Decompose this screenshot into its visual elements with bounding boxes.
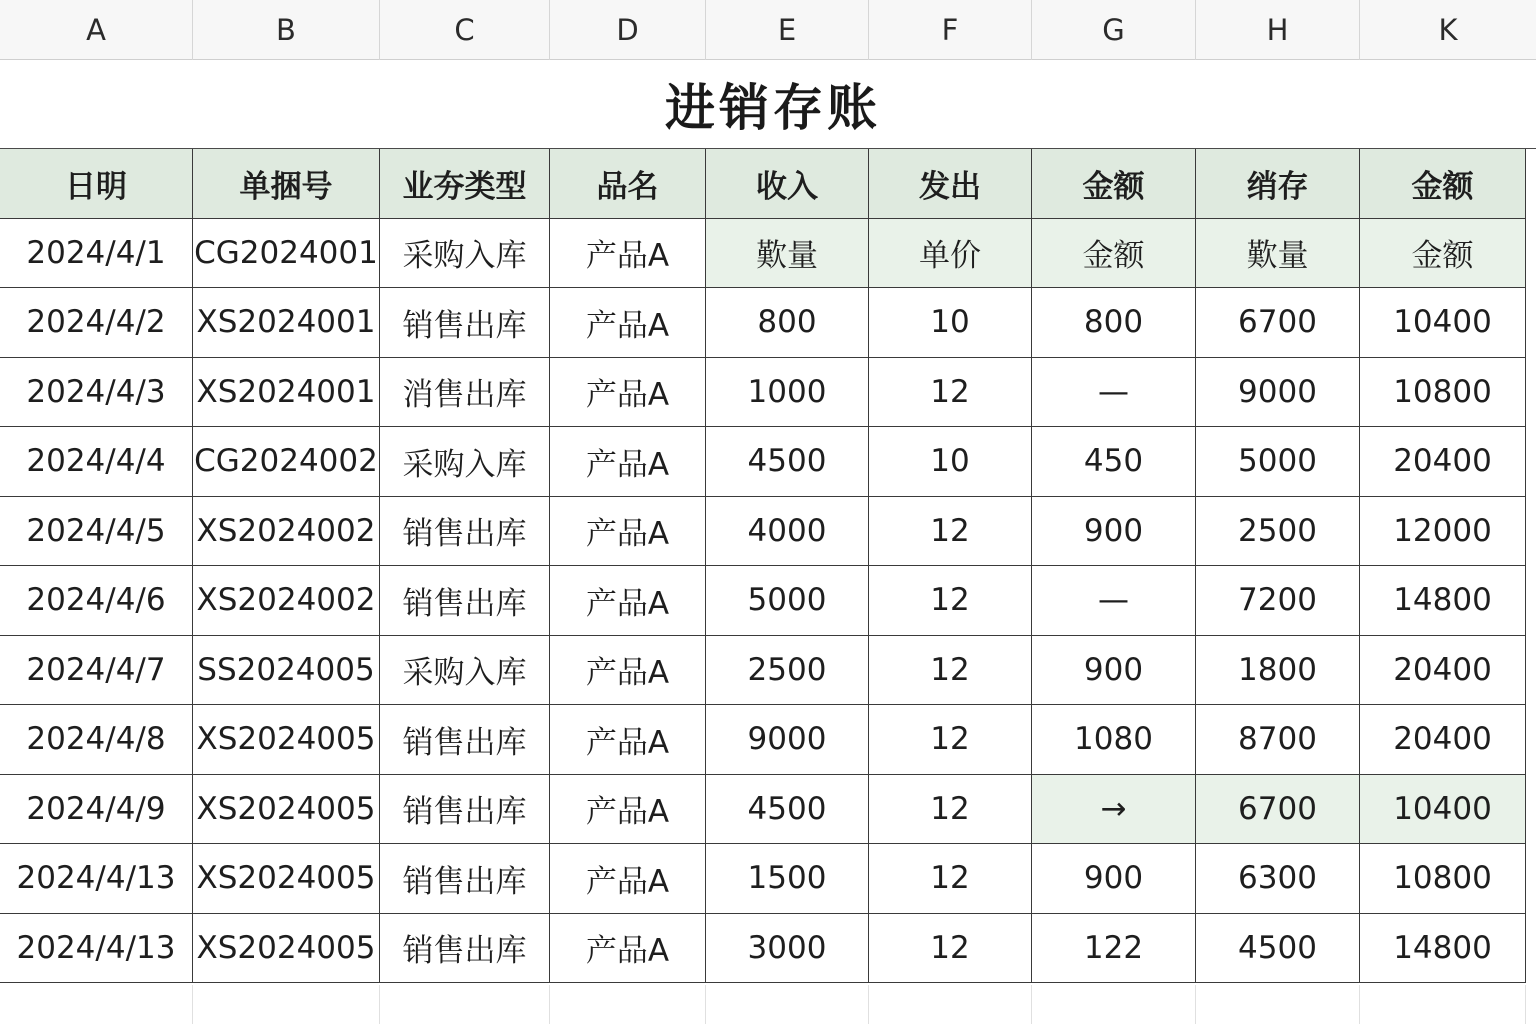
table-cell[interactable]: 歎量 <box>1196 219 1360 288</box>
table-cell[interactable]: CG2024001 <box>193 219 380 288</box>
table-cell[interactable]: 产品A <box>550 358 706 427</box>
table-cell[interactable]: 12 <box>869 358 1032 427</box>
table-cell[interactable]: 产品A <box>550 914 706 983</box>
table-cell[interactable]: 7200 <box>1196 566 1360 635</box>
empty-cell[interactable] <box>869 985 1032 1024</box>
table-cell[interactable]: 2024/4/1 <box>0 219 193 288</box>
header-cell[interactable]: 收入 <box>706 149 869 218</box>
table-cell[interactable]: 800 <box>706 288 869 357</box>
table-cell[interactable]: 900 <box>1032 636 1196 705</box>
empty-cell[interactable] <box>1360 985 1526 1024</box>
title-row[interactable] <box>0 60 1536 149</box>
empty-cell[interactable] <box>193 985 380 1024</box>
table-cell[interactable]: XS2024005 <box>193 775 380 844</box>
table-cell[interactable]: 9000 <box>706 705 869 774</box>
column-letter-b[interactable]: B <box>193 0 380 60</box>
table-row <box>0 427 1526 497</box>
table-cell[interactable]: 6300 <box>1196 844 1360 913</box>
header-cell[interactable]: 业夯类型 <box>380 149 550 218</box>
header-cell[interactable]: 金额 <box>1032 149 1196 218</box>
table-cell[interactable]: CG2024002 <box>193 427 380 496</box>
table-cell[interactable]: 2024/4/6 <box>0 566 193 635</box>
table-cell[interactable]: 800 <box>1032 288 1196 357</box>
empty-cell[interactable] <box>550 985 706 1024</box>
table-cell[interactable]: 10800 <box>1360 358 1526 427</box>
table-cell[interactable]: 5000 <box>1196 427 1360 496</box>
table-cell[interactable]: 10 <box>869 427 1032 496</box>
table-cell[interactable]: 采购入库 <box>380 427 550 496</box>
table-cell[interactable]: 8700 <box>1196 705 1360 774</box>
table-cell[interactable]: 产品A <box>550 705 706 774</box>
table-cell[interactable]: 金额 <box>1032 219 1196 288</box>
table-cell[interactable]: 销售出库 <box>380 705 550 774</box>
table-cell[interactable]: 2500 <box>706 636 869 705</box>
table-row <box>0 636 1526 706</box>
table-cell[interactable]: XS2024005 <box>193 914 380 983</box>
table-cell[interactable]: 5000 <box>706 566 869 635</box>
column-letter-k[interactable]: K <box>1438 13 1458 47</box>
table-cell[interactable]: 2024/4/3 <box>0 358 193 427</box>
table-cell[interactable]: 10400 <box>1360 775 1526 844</box>
header-cell[interactable]: 单捆号 <box>193 149 380 218</box>
table-cell[interactable]: 3000 <box>706 914 869 983</box>
table-cell[interactable]: 2024/4/8 <box>0 705 193 774</box>
table-cell[interactable]: 1500 <box>706 844 869 913</box>
table-cell[interactable]: XS2024005 <box>193 705 380 774</box>
header-cell[interactable]: 金额 <box>1360 149 1526 218</box>
table-cell[interactable]: — <box>1032 358 1196 427</box>
table-cell[interactable]: XS2024005 <box>193 844 380 913</box>
table-cell[interactable]: 900 <box>1032 844 1196 913</box>
table-cell[interactable]: 产品A <box>550 636 706 705</box>
table-cell[interactable]: 2024/4/7 <box>0 636 193 705</box>
table-cell[interactable]: 单价 <box>869 219 1032 288</box>
table-cell[interactable]: 产品A <box>550 844 706 913</box>
table-cell[interactable]: 4500 <box>706 427 869 496</box>
table-cell[interactable]: XS2024001 <box>193 358 380 427</box>
table-cell[interactable]: 2500 <box>1196 497 1360 566</box>
table-cell[interactable]: 14800 <box>1360 566 1526 635</box>
table-cell[interactable]: 10400 <box>1360 288 1526 357</box>
table-cell[interactable]: 6700 <box>1196 775 1360 844</box>
table-cell[interactable]: SS2024005 <box>193 636 380 705</box>
table-row <box>0 358 1526 428</box>
table-cell[interactable]: 12 <box>869 775 1032 844</box>
table-cell[interactable]: 销售出库 <box>380 566 550 635</box>
table-row <box>0 566 1526 636</box>
column-letter-h[interactable]: H <box>1196 0 1360 60</box>
column-header-bar <box>0 0 1536 60</box>
table-cell[interactable]: 销售出库 <box>380 844 550 913</box>
empty-cell[interactable] <box>1196 985 1360 1024</box>
header-cell[interactable]: 日明 <box>0 149 193 218</box>
empty-cell[interactable] <box>0 985 193 1024</box>
sheet-title: 进销存账 <box>665 79 881 137</box>
table-cell[interactable]: 20400 <box>1360 427 1526 496</box>
table-cell[interactable]: 12 <box>869 844 1032 913</box>
table-row <box>0 844 1526 914</box>
table-row <box>0 497 1526 567</box>
table-cell[interactable]: 12 <box>869 636 1032 705</box>
table-cell[interactable]: 2024/4/13 <box>0 844 193 913</box>
table-row <box>0 705 1526 775</box>
table-cell[interactable]: 2024/4/13 <box>0 914 193 983</box>
table-cell[interactable]: 12 <box>869 705 1032 774</box>
table-cell[interactable]: — <box>1032 566 1196 635</box>
table-cell[interactable]: 9000 <box>1196 358 1360 427</box>
table-cell[interactable]: 产品A <box>550 288 706 357</box>
table-cell[interactable]: 12 <box>869 914 1032 983</box>
table-cell[interactable]: 销售出库 <box>380 288 550 357</box>
column-letter-e[interactable]: E <box>706 0 869 60</box>
table-cell[interactable]: XS2024002 <box>193 497 380 566</box>
table-cell[interactable]: 4500 <box>1196 914 1360 983</box>
column-letter-d[interactable]: D <box>550 0 706 60</box>
header-cell[interactable]: 绡存 <box>1196 149 1360 218</box>
table-cell[interactable]: 20400 <box>1360 705 1526 774</box>
column-letter-f[interactable]: F <box>869 0 1032 60</box>
table-cell[interactable]: 6700 <box>1196 288 1360 357</box>
table-cell[interactable]: 4000 <box>706 497 869 566</box>
table-cell[interactable]: 销售出库 <box>380 914 550 983</box>
table-cell[interactable]: 14800 <box>1360 914 1526 983</box>
table-row <box>0 288 1526 358</box>
table-cell[interactable]: 122 <box>1032 914 1196 983</box>
table-cell[interactable]: 1000 <box>706 358 869 427</box>
table-cell[interactable]: 销售出库 <box>380 497 550 566</box>
table-cell[interactable]: → <box>1032 775 1196 844</box>
table-cell[interactable]: XS2024002 <box>193 566 380 635</box>
table-cell[interactable]: 销售出库 <box>380 775 550 844</box>
table-cell[interactable]: 900 <box>1032 497 1196 566</box>
table-header-row <box>0 149 1526 219</box>
empty-rows <box>0 985 1536 1024</box>
table-cell[interactable]: 歎量 <box>706 219 869 288</box>
table-cell[interactable]: 采购入库 <box>380 219 550 288</box>
table-cell[interactable]: 消售出库 <box>380 358 550 427</box>
header-cell[interactable]: 品名 <box>550 149 706 218</box>
table-cell[interactable]: 12 <box>869 566 1032 635</box>
empty-cell[interactable] <box>706 985 869 1024</box>
table-row <box>0 914 1526 984</box>
table-cell[interactable]: 10800 <box>1360 844 1526 913</box>
data-table <box>0 149 1526 983</box>
table-row <box>0 775 1526 845</box>
table-cell[interactable]: 2024/4/5 <box>0 497 193 566</box>
table-cell[interactable]: 2024/4/2 <box>0 288 193 357</box>
table-row <box>0 219 1526 289</box>
table-cell[interactable]: 1080 <box>1032 705 1196 774</box>
table-cell[interactable]: 产品A <box>550 497 706 566</box>
table-cell[interactable]: 2024/4/9 <box>0 775 193 844</box>
table-cell[interactable]: 4500 <box>706 775 869 844</box>
table-cell[interactable]: 12 <box>869 497 1032 566</box>
column-letter-a[interactable]: A <box>0 0 193 60</box>
table-cell[interactable]: XS2024001 <box>193 288 380 357</box>
column-letter-g[interactable]: G <box>1032 0 1196 60</box>
table-cell[interactable]: 10 <box>869 288 1032 357</box>
table-cell[interactable]: 产品A <box>550 427 706 496</box>
table-cell[interactable]: 20400 <box>1360 636 1526 705</box>
header-cell[interactable]: 发出 <box>869 149 1032 218</box>
table-cell[interactable]: 2024/4/4 <box>0 427 193 496</box>
table-cell[interactable]: 金额 <box>1360 219 1526 288</box>
table-cell[interactable]: 采购入库 <box>380 636 550 705</box>
table-cell[interactable]: 1800 <box>1196 636 1360 705</box>
table-cell[interactable]: 产品A <box>550 219 706 288</box>
empty-cell[interactable] <box>1032 985 1196 1024</box>
table-cell[interactable]: 450 <box>1032 427 1196 496</box>
table-cell[interactable]: 12000 <box>1360 497 1526 566</box>
column-letter-c[interactable]: C <box>380 0 550 60</box>
table-cell[interactable]: 产品A <box>550 566 706 635</box>
table-cell[interactable]: 产品A <box>550 775 706 844</box>
empty-cell[interactable] <box>380 985 550 1024</box>
